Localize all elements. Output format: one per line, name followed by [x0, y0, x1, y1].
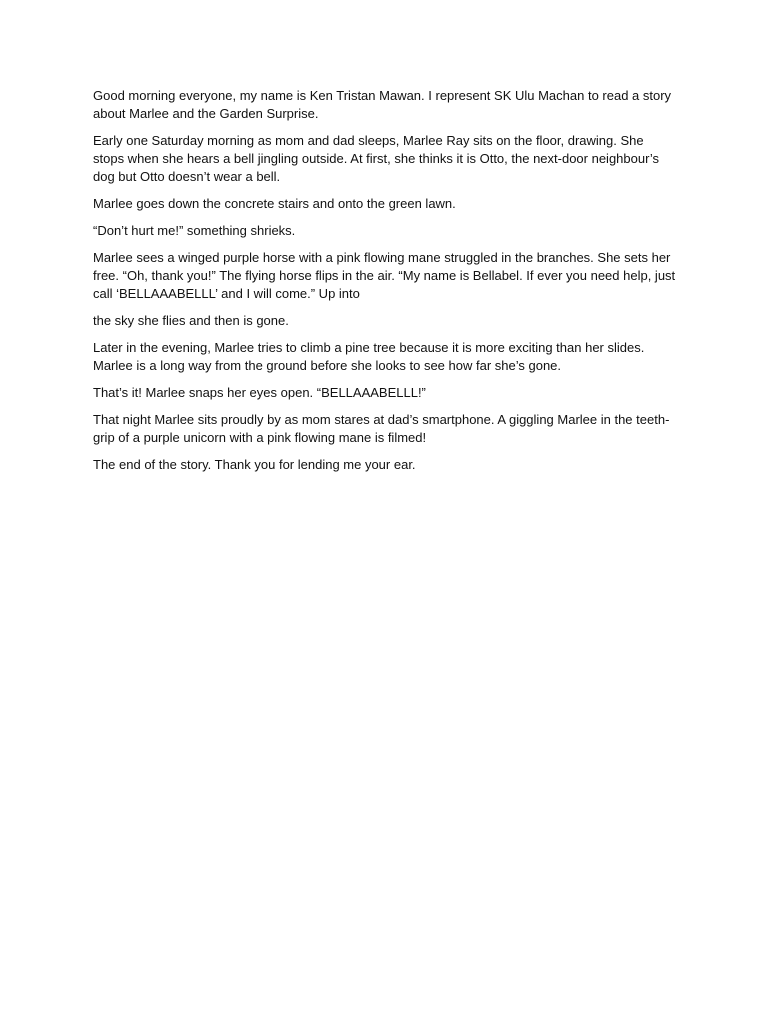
- document-body: [93, 87, 677, 483]
- paragraph-intro: Good morning everyone, my name is Ken Tristan Mawan. I represent SK Ulu Machan to read a story about Marlee and the Garden Surprise.: [93, 88, 672, 121]
- paragraph-flies-away: the sky she flies and then is gone.: [93, 313, 289, 328]
- paragraph-ending: The end of the story. Thank you for lending me your ear.: [93, 457, 416, 472]
- paragraph-winged-horse: Marlee sees a winged purple horse with a pink flowing mane struggled in the branches. She sets her free. “Oh, thank you!” The flying horse flips in the air. “My name is Bellabel. If ever you need help, just call ‘BELLAAABELLL’ and I will come.” Up into: [93, 250, 676, 301]
- paragraph-call-bellabel: That’s it! Marlee snaps her eyes open. “BELLAAABELLL!”: [93, 385, 426, 400]
- paragraph-filmed: That night Marlee sits proudly by as mom stares at dad’s smartphone. A giggling Marlee in the teeth-grip of a purple unicorn with a pink flowing mane is filmed!: [93, 412, 670, 445]
- paragraph-stairs: Marlee goes down the concrete stairs and onto the green lawn.: [93, 196, 456, 211]
- paragraph-pine-tree: Later in the evening, Marlee tries to climb a pine tree because it is more exciting than her slides. Marlee is a long way from the ground before she looks to see how far she’s gone.: [93, 340, 645, 373]
- paragraph-saturday-morning: Early one Saturday morning as mom and dad sleeps, Marlee Ray sits on the floor, drawing. She stops when she hears a bell jingling outside. At first, she thinks it is Otto, the next-door neighbour’s dog but Otto doesn’t wear a bell.: [93, 133, 660, 184]
- paragraph-shriek: “Don’t hurt me!” something shrieks.: [93, 223, 296, 238]
